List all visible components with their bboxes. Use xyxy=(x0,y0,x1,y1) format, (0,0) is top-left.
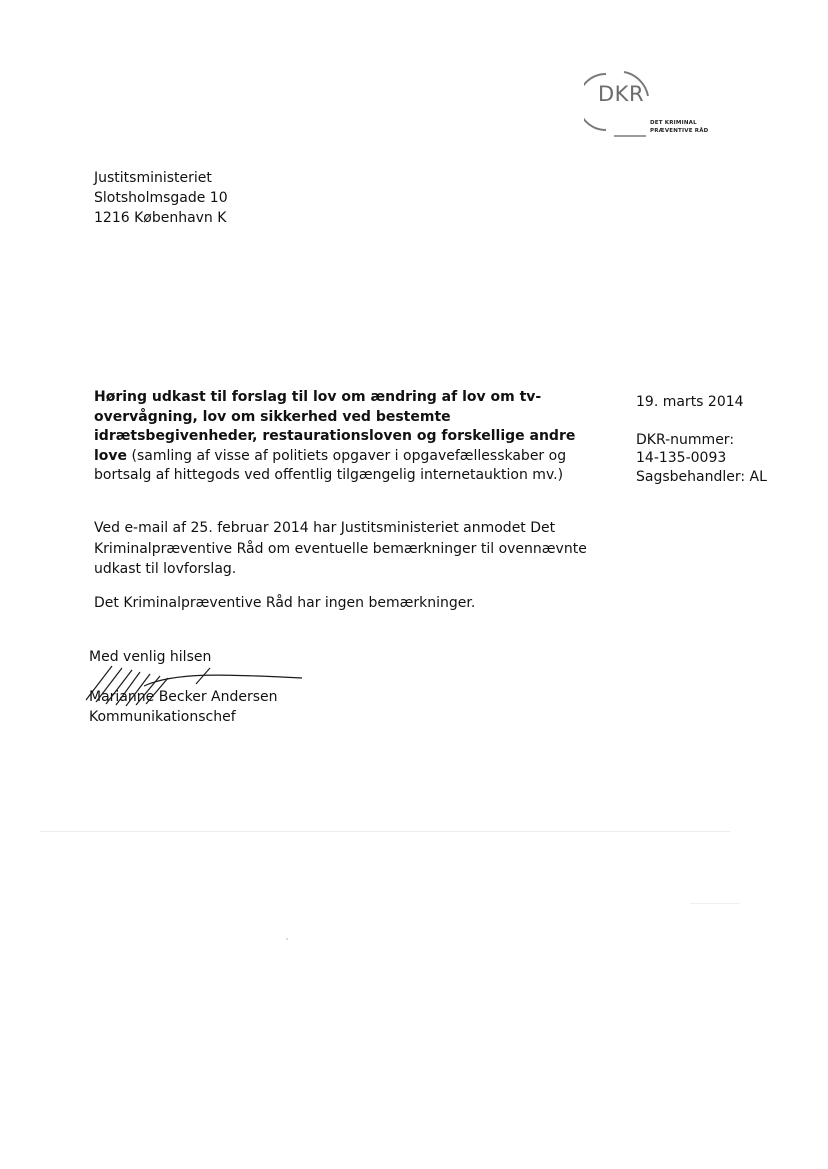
signer-title: Kommunikationschef xyxy=(89,709,236,725)
logo-abbreviation: DKR xyxy=(598,82,645,106)
recipient-street: Slotsholmsgade 10 xyxy=(94,190,228,206)
letter-date: 19. marts 2014 xyxy=(636,394,744,410)
scan-artifact-line-short xyxy=(690,903,740,904)
logo-arc-graphic xyxy=(584,66,714,146)
signer-name: Marianne Becker Andersen xyxy=(89,689,278,705)
body-paragraph-1: Ved e-mail af 25. februar 2014 har Justitsministeriet anmodet Det Kriminalpræventive Råd om eventuelle bemærkninger til ovennævnte udkast til lovforslag. xyxy=(94,520,587,577)
recipient-address xyxy=(94,168,228,228)
scan-speck xyxy=(286,938,288,940)
logo-name-line2: PRÆVENTIVE RÅD xyxy=(650,128,709,134)
subject-heading xyxy=(94,388,604,486)
reference-label: DKR-nummer: xyxy=(636,431,735,448)
letter-metadata xyxy=(636,393,767,486)
scan-artifact-line xyxy=(40,831,730,832)
subject-description: (samling af visse af politiets opgaver i opgavefællesskaber og bortsalg af hittegods ved offentlig tilgængelig internetauktion mv.) xyxy=(94,447,567,483)
organization-logo xyxy=(584,66,714,146)
recipient-city: 1216 København K xyxy=(94,210,227,226)
handwritten-signature xyxy=(84,650,314,710)
reference-number: 14-135-0093 xyxy=(636,450,727,466)
subject-title: Høring udkast til forslag til lov om ændring af lov om tv-overvågning, lov om sikkerhed ved bestemte idrætsbegivenheder, restaurationsloven og forskellige andre love xyxy=(94,389,576,464)
body-paragraph-2: Det Kriminalpræventive Råd har ingen bemærkninger. xyxy=(94,595,476,611)
recipient-name: Justitsministeriet xyxy=(94,170,212,186)
logo-name-line1: DET KRIMINAL xyxy=(650,120,697,126)
case-handler: Sagsbehandler: AL xyxy=(636,468,767,485)
closing-greeting: Med venlig hilsen xyxy=(89,649,212,665)
